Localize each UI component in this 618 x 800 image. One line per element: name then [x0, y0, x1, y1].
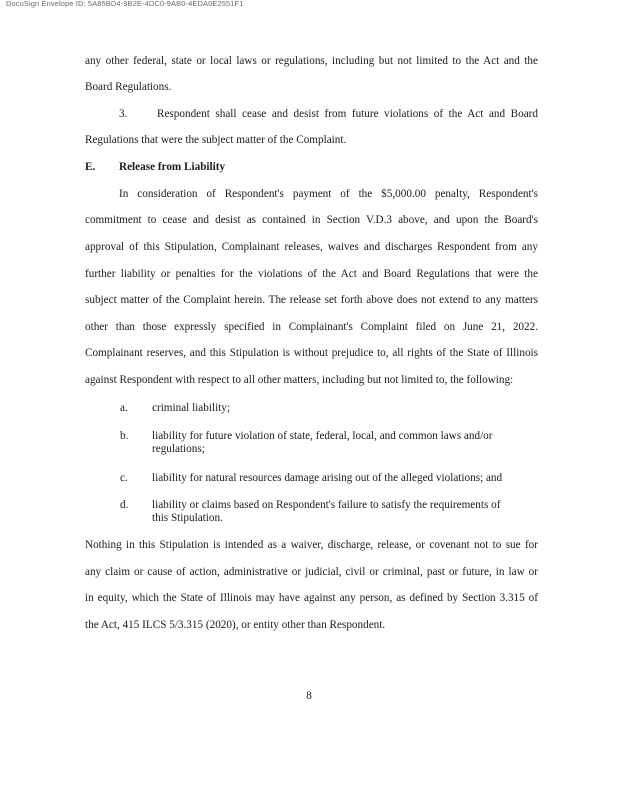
list-letter: b. — [120, 430, 129, 442]
body-line: other than those expressly specified in Complainant's Complaint filed on June 21, 2022. — [85, 321, 538, 333]
list-item-text: liability for natural resources damage arising out of the alleged violations; and — [152, 472, 503, 484]
list-number: 3. — [119, 108, 128, 120]
list-letter: d. — [120, 499, 129, 511]
body-line: Complainant reserves, and this Stipulation is without prejudice to, all rights of the State of Illinois — [85, 347, 538, 359]
section-letter: E. — [85, 161, 96, 173]
body-line: Respondent shall cease and desist from future violations of the Act and Board — [157, 108, 538, 120]
body-line: the Act, 415 ILCS 5/3.315 (2020), or entity other than Respondent. — [85, 619, 386, 631]
body-line: In consideration of Respondent's payment of the $5,000.00 penalty, Respondent's — [119, 188, 538, 200]
docusign-envelope-id: DocuSign Envelope ID: 5A85BD4-9B2E-4DC0-9AB0-4EDA0E2551F1 — [6, 0, 244, 8]
body-line: against Respondent with respect to all other matters, including but not limited to, the following: — [85, 374, 514, 386]
list-item-text: liability for future violation of state, federal, local, and common laws and/or — [152, 430, 493, 442]
body-line: any claim or cause of action, administrative or judicial, civil or criminal, past or future, in law or — [85, 566, 538, 578]
body-line: subject matter of the Complaint herein. The release set forth above does not extend to any matters — [85, 294, 538, 306]
list-letter: c. — [120, 472, 128, 484]
page-number: 8 — [306, 690, 312, 702]
body-line: in equity, which the State of Illinois may have against any person, as defined by Section 3.315 of — [85, 592, 538, 604]
list-item-text: regulations; — [152, 443, 205, 455]
body-line: any other federal, state or local laws or regulations, including but not limited to the Act and the — [85, 55, 538, 67]
body-line: Regulations that were the subject matter of the Complaint. — [85, 134, 347, 146]
section-heading: Release from Liability — [119, 161, 226, 173]
body-line: approval of this Stipulation, Complainant releases, waives and discharges Respondent from any — [85, 241, 538, 253]
body-line: further liability or penalties for the violations of the Act and Board Regulations that were the — [85, 268, 538, 280]
list-item-text: liability or claims based on Respondent's failure to satisfy the requirements of — [152, 499, 501, 511]
list-item-text: criminal liability; — [152, 402, 230, 414]
body-line: Board Regulations. — [85, 81, 172, 93]
list-letter: a. — [120, 402, 128, 414]
body-line: Nothing in this Stipulation is intended as a waiver, discharge, release, or covenant not to sue for — [85, 539, 538, 551]
list-item-text: this Stipulation. — [152, 512, 223, 524]
body-line: commitment to cease and desist as contained in Section V.D.3 above, and upon the Board's — [85, 214, 538, 226]
